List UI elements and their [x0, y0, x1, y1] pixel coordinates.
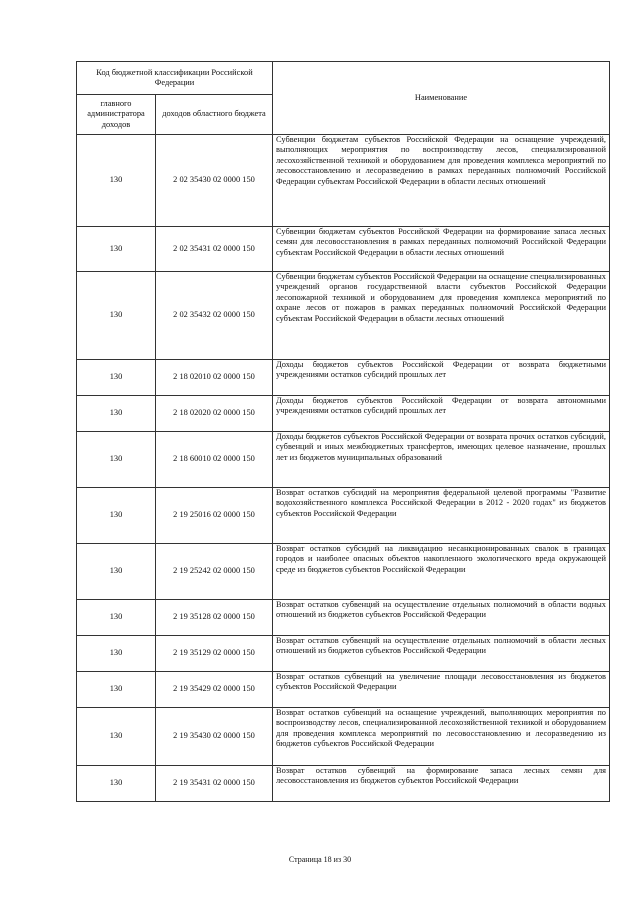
table-row [77, 396, 610, 432]
income-name-cell: Доходы бюджетов субъектов Российской Федерации от возврата автономными учреждениями остатков субсидий прошлых лет [273, 396, 610, 432]
header-budget-code-group: Код бюджетной классификации Российской Федерации [77, 62, 273, 95]
income-name-cell: Доходы бюджетов субъектов Российской Федерации от возврата бюджетными учреждениями остатков субсидий прошлых лет [273, 360, 610, 396]
admin-code-cell: 130 [77, 488, 156, 544]
income-code-cell: 2 18 02020 02 0000 150 [156, 396, 273, 432]
income-name-cell: Возврат остатков субвенций на увеличение площади лесовосстановления из бюджетов субъектов Российской Федерации [273, 672, 610, 708]
admin-code-cell: 130 [77, 360, 156, 396]
income-code-cell: 2 19 25242 02 0000 150 [156, 544, 273, 600]
income-name-cell: Субвенции бюджетам субъектов Российской Федерации на оснащение учреждений, выполняющих мероприятия по воспроизводству лесов, специализированной лесохозяйственной техникой и оборудованием для проведения комплекса мероприятий по лесовосстановлению и лесоразведению в рамках переданных полномочий Российской Федерации субъектам Российской Федерации в области лесных отношений [273, 135, 610, 227]
table-row [77, 227, 610, 272]
income-code-cell: 2 19 35429 02 0000 150 [156, 672, 273, 708]
table-row [77, 360, 610, 396]
budget-classification-table [76, 61, 610, 802]
income-code-cell: 2 18 02010 02 0000 150 [156, 360, 273, 396]
income-name-cell: Возврат остатков субвенций на осуществление отдельных полномочий в области водных отношений из бюджетов субъектов Российской Федерации [273, 600, 610, 636]
income-name-cell: Возврат остатков субвенций на оснащение учреждений, выполняющих мероприятия по воспроизводству лесов, специализированной лесохозяйственной техникой и оборудованием для проведения комплекса мероприятий по лесовосстановлению и лесоразведению из бюджетов субъектов Российской Федерации [273, 708, 610, 766]
admin-code-cell: 130 [77, 227, 156, 272]
income-code-cell: 2 19 35128 02 0000 150 [156, 600, 273, 636]
admin-code-cell: 130 [77, 636, 156, 672]
table-row [77, 272, 610, 360]
admin-code-cell: 130 [77, 432, 156, 488]
income-code-cell: 2 19 35430 02 0000 150 [156, 708, 273, 766]
table-row [77, 432, 610, 488]
admin-code-cell: 130 [77, 272, 156, 360]
admin-code-cell: 130 [77, 600, 156, 636]
table-row [77, 600, 610, 636]
admin-code-cell: 130 [77, 708, 156, 766]
income-code-cell: 2 19 35129 02 0000 150 [156, 636, 273, 672]
admin-code-cell: 130 [77, 766, 156, 802]
income-code-cell: 2 02 35432 02 0000 150 [156, 272, 273, 360]
table-row [77, 672, 610, 708]
header-name: Наименование [273, 62, 610, 135]
income-name-cell: Возврат остатков субвенций на осуществление отдельных полномочий в области лесных отношений из бюджетов субъектов Российской Федерации [273, 636, 610, 672]
page-number: Страница 18 из 30 [288, 855, 352, 864]
income-code-cell: 2 19 25016 02 0000 150 [156, 488, 273, 544]
income-name-cell: Субвенции бюджетам субъектов Российской Федерации на оснащение специализированных учреждений органов государственной власти субъектов Российской Федерации лесопожарной техникой и оборудованием для проведения комплекса мероприятий по охране лесов от пожаров в рамках переданных полномочий Российской Федерации субъектам Российской Федерации в области лесных отношений [273, 272, 610, 360]
income-name-cell: Возврат остатков субсидий на ликвидацию несанкционированных свалок в границах городов и наиболее опасных объектов накопленного экологического вреда окружающей среде из бюджетов субъектов Российской Федерации [273, 544, 610, 600]
admin-code-cell: 130 [77, 672, 156, 708]
income-code-cell: 2 19 35431 02 0000 150 [156, 766, 273, 802]
admin-code-cell: 130 [77, 544, 156, 600]
income-name-cell: Возврат остатков субсидий на мероприятия федеральной целевой программы "Развитие водохозяйственного комплекса Российской Федерации в 2012 - 2020 годах" из бюджетов субъектов Российской Федерации [273, 488, 610, 544]
table-row [77, 135, 610, 227]
admin-code-cell: 130 [77, 135, 156, 227]
table-row [77, 636, 610, 672]
table-row [77, 544, 610, 600]
income-name-cell: Субвенции бюджетам субъектов Российской Федерации на формирование запаса лесных семян для лесовосстановления в рамках переданных полномочий Российской Федерации субъектам Российской Федерации в области лесных отношений [273, 227, 610, 272]
table-row [77, 766, 610, 802]
income-code-cell: 2 02 35431 02 0000 150 [156, 227, 273, 272]
header-regional-budget-income: доходов областного бюджета [156, 95, 273, 135]
table-row [77, 488, 610, 544]
income-name-cell: Возврат остатков субвенций на формирование запаса лесных семян для лесовосстановления из бюджетов субъектов Российской Федерации [273, 766, 610, 802]
header-main-administrator: главного администратора доходов [77, 95, 156, 135]
income-code-cell: 2 02 35430 02 0000 150 [156, 135, 273, 227]
income-name-cell: Доходы бюджетов субъектов Российской Федерации от возврата прочих остатков субсидий, субвенций и иных межбюджетных трансфертов, имеющих целевое назначение, прошлых лет из бюджетов муниципальных образований [273, 432, 610, 488]
income-code-cell: 2 18 60010 02 0000 150 [156, 432, 273, 488]
admin-code-cell: 130 [77, 396, 156, 432]
table-row [77, 708, 610, 766]
